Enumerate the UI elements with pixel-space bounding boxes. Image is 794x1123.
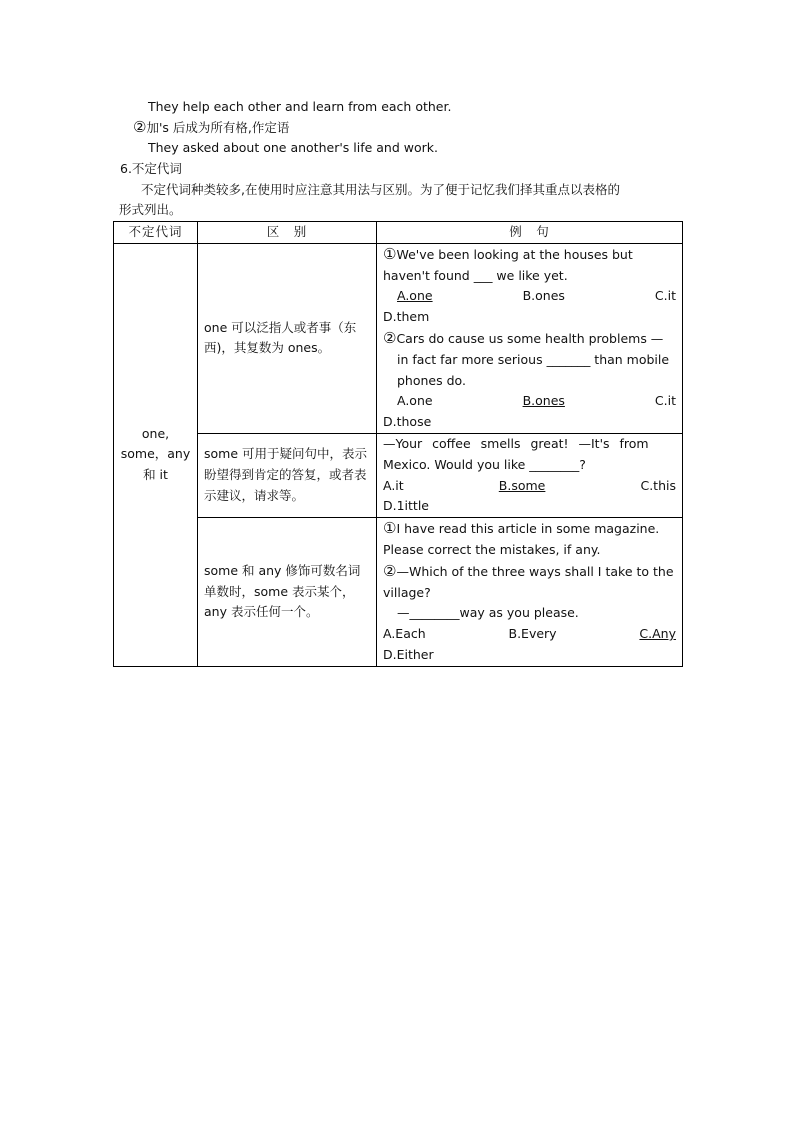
table-row xyxy=(114,243,683,433)
header-difference: 区 别 xyxy=(198,222,377,244)
option: A.one xyxy=(397,393,433,409)
options-row xyxy=(383,286,676,307)
example-text: Cars do cause us some health problems — xyxy=(396,330,664,346)
option: C.this xyxy=(640,477,676,493)
group-label: one, some，any 和 it xyxy=(114,243,198,666)
table-row xyxy=(114,433,683,517)
example-cell xyxy=(377,433,683,517)
intro-line-2 xyxy=(133,118,289,137)
difference-cell: one 可以泛指人或者事（东西)，其复数为 ones。 xyxy=(198,243,377,433)
options-row xyxy=(383,476,676,497)
example-text: village? xyxy=(383,584,431,600)
table-row xyxy=(114,518,683,667)
option: D.Either xyxy=(383,646,434,662)
example-text: —Which of the three ways shall I take to the xyxy=(396,563,674,579)
pronoun-table xyxy=(113,221,683,667)
example-text: haven't found ___ we like yet. xyxy=(383,267,568,283)
example-text: We've been looking at the houses but xyxy=(396,246,633,262)
example-text: Please correct the mistakes, if any. xyxy=(383,541,601,557)
circled-number-2: ② xyxy=(383,328,397,347)
example-text: in fact far more serious _______ than mobile xyxy=(397,351,670,367)
example-text: I have read this article in some magazine. xyxy=(396,521,660,537)
section-paragraph-line-2: 形式列出。 xyxy=(119,202,182,217)
table-header-row xyxy=(114,222,683,244)
options-row xyxy=(383,624,676,645)
example-text: —Your coffee smells great! —It's from xyxy=(383,435,649,451)
header-pronoun: 不定代词 xyxy=(114,222,198,244)
option: D.those xyxy=(383,414,432,430)
example-text: phones do. xyxy=(397,372,466,388)
example-text: —________way as you please. xyxy=(397,605,579,621)
options-row xyxy=(383,391,676,412)
header-example: 例 句 xyxy=(377,222,683,244)
option-answer: C.Any xyxy=(639,626,676,642)
option: A.it xyxy=(383,477,404,493)
option: C.it xyxy=(654,393,676,409)
option: D.1ittle xyxy=(383,498,429,514)
example-cell xyxy=(377,243,683,433)
circled-number-2: ② xyxy=(383,561,397,580)
option: C.it xyxy=(654,288,676,304)
option: B.Every xyxy=(508,626,557,642)
section-paragraph-line-1: 不定代词种类较多,在使用时应注意其用法与区别。为了便于记忆我们择其重点以表格的 xyxy=(141,182,620,197)
circled-number-1: ① xyxy=(383,244,397,263)
circled-number-2: ② xyxy=(133,118,147,136)
option: D.them xyxy=(383,309,430,325)
option-answer: B.some xyxy=(498,477,546,493)
section-heading: 6.不定代词 xyxy=(120,161,182,176)
difference-cell: some 可用于疑问句中，表示盼望得到肯定的答复，或者表示建议，请求等。 xyxy=(198,433,377,517)
option: B.ones xyxy=(522,288,565,304)
intro-line-3: They asked about one another's life and work. xyxy=(148,140,438,155)
example-text: Mexico. Would you like ________? xyxy=(383,456,586,472)
intro-line-2-text: 加's 后成为所有格,作定语 xyxy=(146,120,290,135)
example-cell xyxy=(377,518,683,667)
circled-number-1: ① xyxy=(383,519,397,538)
option-answer: A.one xyxy=(397,288,433,304)
difference-cell: some 和 any 修饰可数名词单数时，some 表示某个，any 表示任何一个。 xyxy=(198,518,377,667)
option-answer: B.ones xyxy=(522,393,565,409)
intro-line-1: They help each other and learn from each other. xyxy=(148,99,452,114)
option: A.Each xyxy=(383,626,426,642)
